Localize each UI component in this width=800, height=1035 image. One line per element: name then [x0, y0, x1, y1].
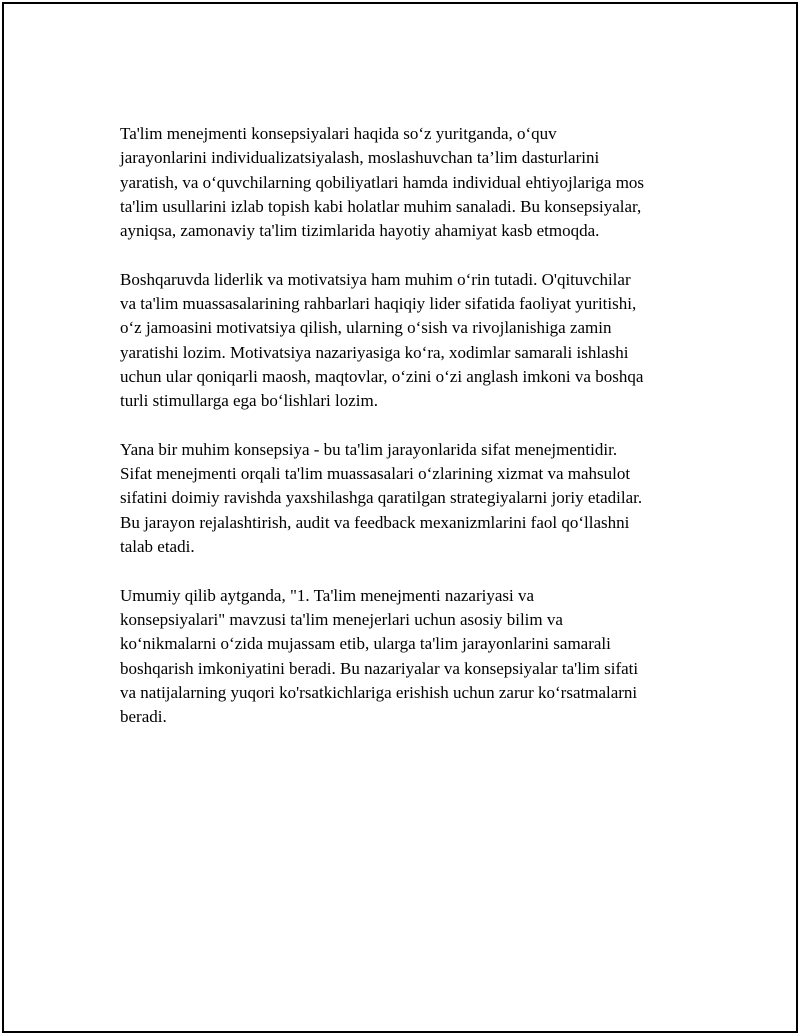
paragraph-2: Boshqaruvda liderlik va motivatsiya ham muhim o‘rin tutadi. O'qituvchilar va ta'lim muassasalarining rahbarlari haqiqiy lider sifatida faoliyat yuritishi, o‘z jamoasini motivatsiya qilish, ularning o‘sish va rivojlanishiga zamin yaratishi lozim. Motivatsiya nazariyasiga ko‘ra, xodimlar samarali ishlashi uchun ular qoniqarli maosh, maqtovlar, o‘zini o‘zi anglash imkoni va boshqa turli stimullarga ega bo‘lishlari lozim. — [120, 269, 644, 411]
paragraph-1: Ta'lim menejmenti konsepsiyalari haqida so‘z yuritganda, o‘quv jarayonlarini individualizatsiyalash, moslashuvchan ta’lim dasturlarini yaratish, va o‘quvchilarning qobiliyatlari hamda individual ehtiyojlariga mos ta'lim usullarini izlab topish kabi holatlar muhim sanaladi. Bu konsepsiyalar, ayniqsa, zamonaviy ta'lim tizimlarida hayotiy ahamiyat kasb etmoqda. — [120, 124, 645, 241]
document-body — [120, 122, 700, 754]
paragraph-4: Umumiy qilib aytganda, "1. Ta'lim menejmenti nazariyasi va konsepsiyalari" mavzusi ta'lim menejerlari uchun asosiy bilim va ko‘nikmalarni o‘zida mujassam etib, ularga ta'lim jarayonlarini samarali boshqarish imkoniyatini beradi. Bu nazariyalar va konsepsiyalar ta'lim sifati va natijalarning yuqori ko'rsatkichlariga erishish uchun zarur ko‘rsatmalarni beradi. — [120, 585, 639, 727]
paragraph-3: Yana bir muhim konsepsiya - bu ta'lim jarayonlarida sifat menejmentidir. Sifat menejmenti orqali ta'lim muassasalari o‘zlarining xizmat va mahsulot sifatini doimiy ravishda yaxshilashga qaratilgan strategiyalarni joriy etadilar. Bu jarayon rejalashtirish, audit va feedback mexanizmlarini faol qo‘llashni talab etadi. — [120, 439, 643, 557]
document-page — [2, 2, 798, 1033]
